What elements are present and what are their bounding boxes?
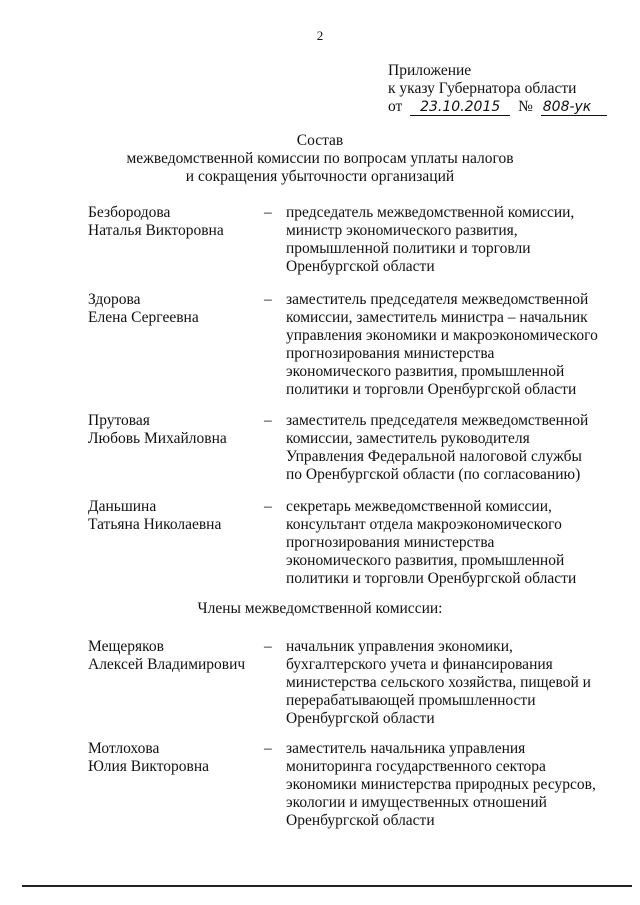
role-line: министерства сельского хозяйства, пищевой и (286, 674, 591, 691)
surname: Безбородова (88, 204, 171, 221)
role-line: по Оренбургской области (по согласованию) (286, 466, 581, 483)
page-bottom-rule (22, 885, 632, 887)
role-line: промышленной политики и торговли (286, 240, 531, 257)
title-line-1: Состав (296, 132, 344, 149)
role-line: экономики министерства природных ресурсов, (286, 776, 596, 793)
role-line: экономического развития, промышленной (286, 363, 565, 380)
given-names: Наталья Викторовна (88, 222, 224, 239)
dash: – (264, 204, 272, 221)
dash: – (264, 740, 272, 757)
position-description (286, 412, 591, 484)
handwritten-date: 23.10.2015 (410, 100, 510, 116)
dash: – (264, 412, 272, 429)
role-line: председатель межведомственной комиссии, (286, 204, 575, 221)
from-label: от (388, 98, 403, 115)
given-names: Алексей Владимирович (88, 656, 246, 673)
title-line-2: межведомственной комиссии по вопросам уплаты налогов (126, 150, 514, 167)
position-description (286, 291, 598, 399)
appendix-reference: к указу Губернатора области (388, 80, 577, 97)
role-line: мониторинга государственного сектора (286, 758, 546, 775)
role-line: секретарь межведомственной комиссии, (286, 498, 552, 515)
role-line: политики и торговли Оренбургской области (286, 570, 577, 587)
role-line: политики и торговли Оренбургской области (286, 381, 577, 398)
position-description (286, 498, 591, 588)
number-label: № (518, 98, 533, 115)
surname: Даньшина (88, 498, 157, 515)
role-line: заместитель председателя межведомственной (286, 412, 589, 429)
position-description (286, 638, 591, 728)
members-heading: Члены межведомственной комиссии: (197, 600, 443, 617)
role-line: комиссии, заместитель руководителя (286, 430, 530, 447)
role-line: Оренбургской области (286, 710, 435, 727)
handwritten-number: 808-ук (541, 100, 607, 116)
appendix-date-number-line (388, 98, 628, 116)
role-line: консультант отдела макроэкономического (286, 516, 562, 533)
role-line: начальник управления экономики, (286, 638, 513, 655)
role-line: Управления Федеральной налоговой службы (286, 448, 582, 465)
role-line: Оренбургской области (286, 258, 435, 275)
dash: – (264, 291, 272, 308)
dash: – (264, 638, 272, 655)
role-line: комиссии, заместитель министра – начальник (286, 309, 588, 326)
surname: Мотлохова (88, 740, 160, 757)
position-description (286, 204, 591, 276)
person-name (88, 740, 258, 776)
role-line: управления экономики и макроэкономического (286, 327, 598, 344)
person-name (88, 412, 258, 448)
role-line: заместитель председателя межведомственной (286, 291, 589, 308)
role-line: прогнозирования министерства (286, 345, 495, 362)
document-title (0, 132, 640, 186)
role-line: Оренбургской области (286, 812, 435, 829)
position-description (286, 740, 596, 830)
title-line-3: и сокращения убыточности организаций (185, 168, 455, 185)
role-line: прогнозирования министерства (286, 534, 495, 551)
page-number: 2 (316, 28, 324, 43)
role-line: министр экономического развития, (286, 222, 518, 239)
person-name (88, 204, 258, 240)
person-name (88, 498, 258, 534)
role-line: перерабатывающей промышленности (286, 692, 536, 709)
appendix-block (388, 62, 628, 116)
person-name (88, 638, 258, 674)
appendix-title: Приложение (388, 62, 472, 79)
dash: – (264, 498, 272, 515)
role-line: бухгалтерского учета и финансирования (286, 656, 553, 673)
given-names: Любовь Михайловна (88, 430, 227, 447)
given-names: Елена Сергеевна (88, 309, 199, 326)
surname: Мещеряков (88, 638, 164, 655)
surname: Здорова (88, 291, 141, 308)
person-name (88, 291, 258, 327)
surname: Прутовая (88, 412, 150, 429)
given-names: Юлия Викторовна (88, 758, 210, 775)
role-line: заместитель начальника управления (286, 740, 526, 757)
role-line: экономического развития, промышленной (286, 552, 565, 569)
given-names: Татьяна Николаевна (88, 516, 222, 533)
role-line: экологии и имущественных отношений (286, 794, 547, 811)
